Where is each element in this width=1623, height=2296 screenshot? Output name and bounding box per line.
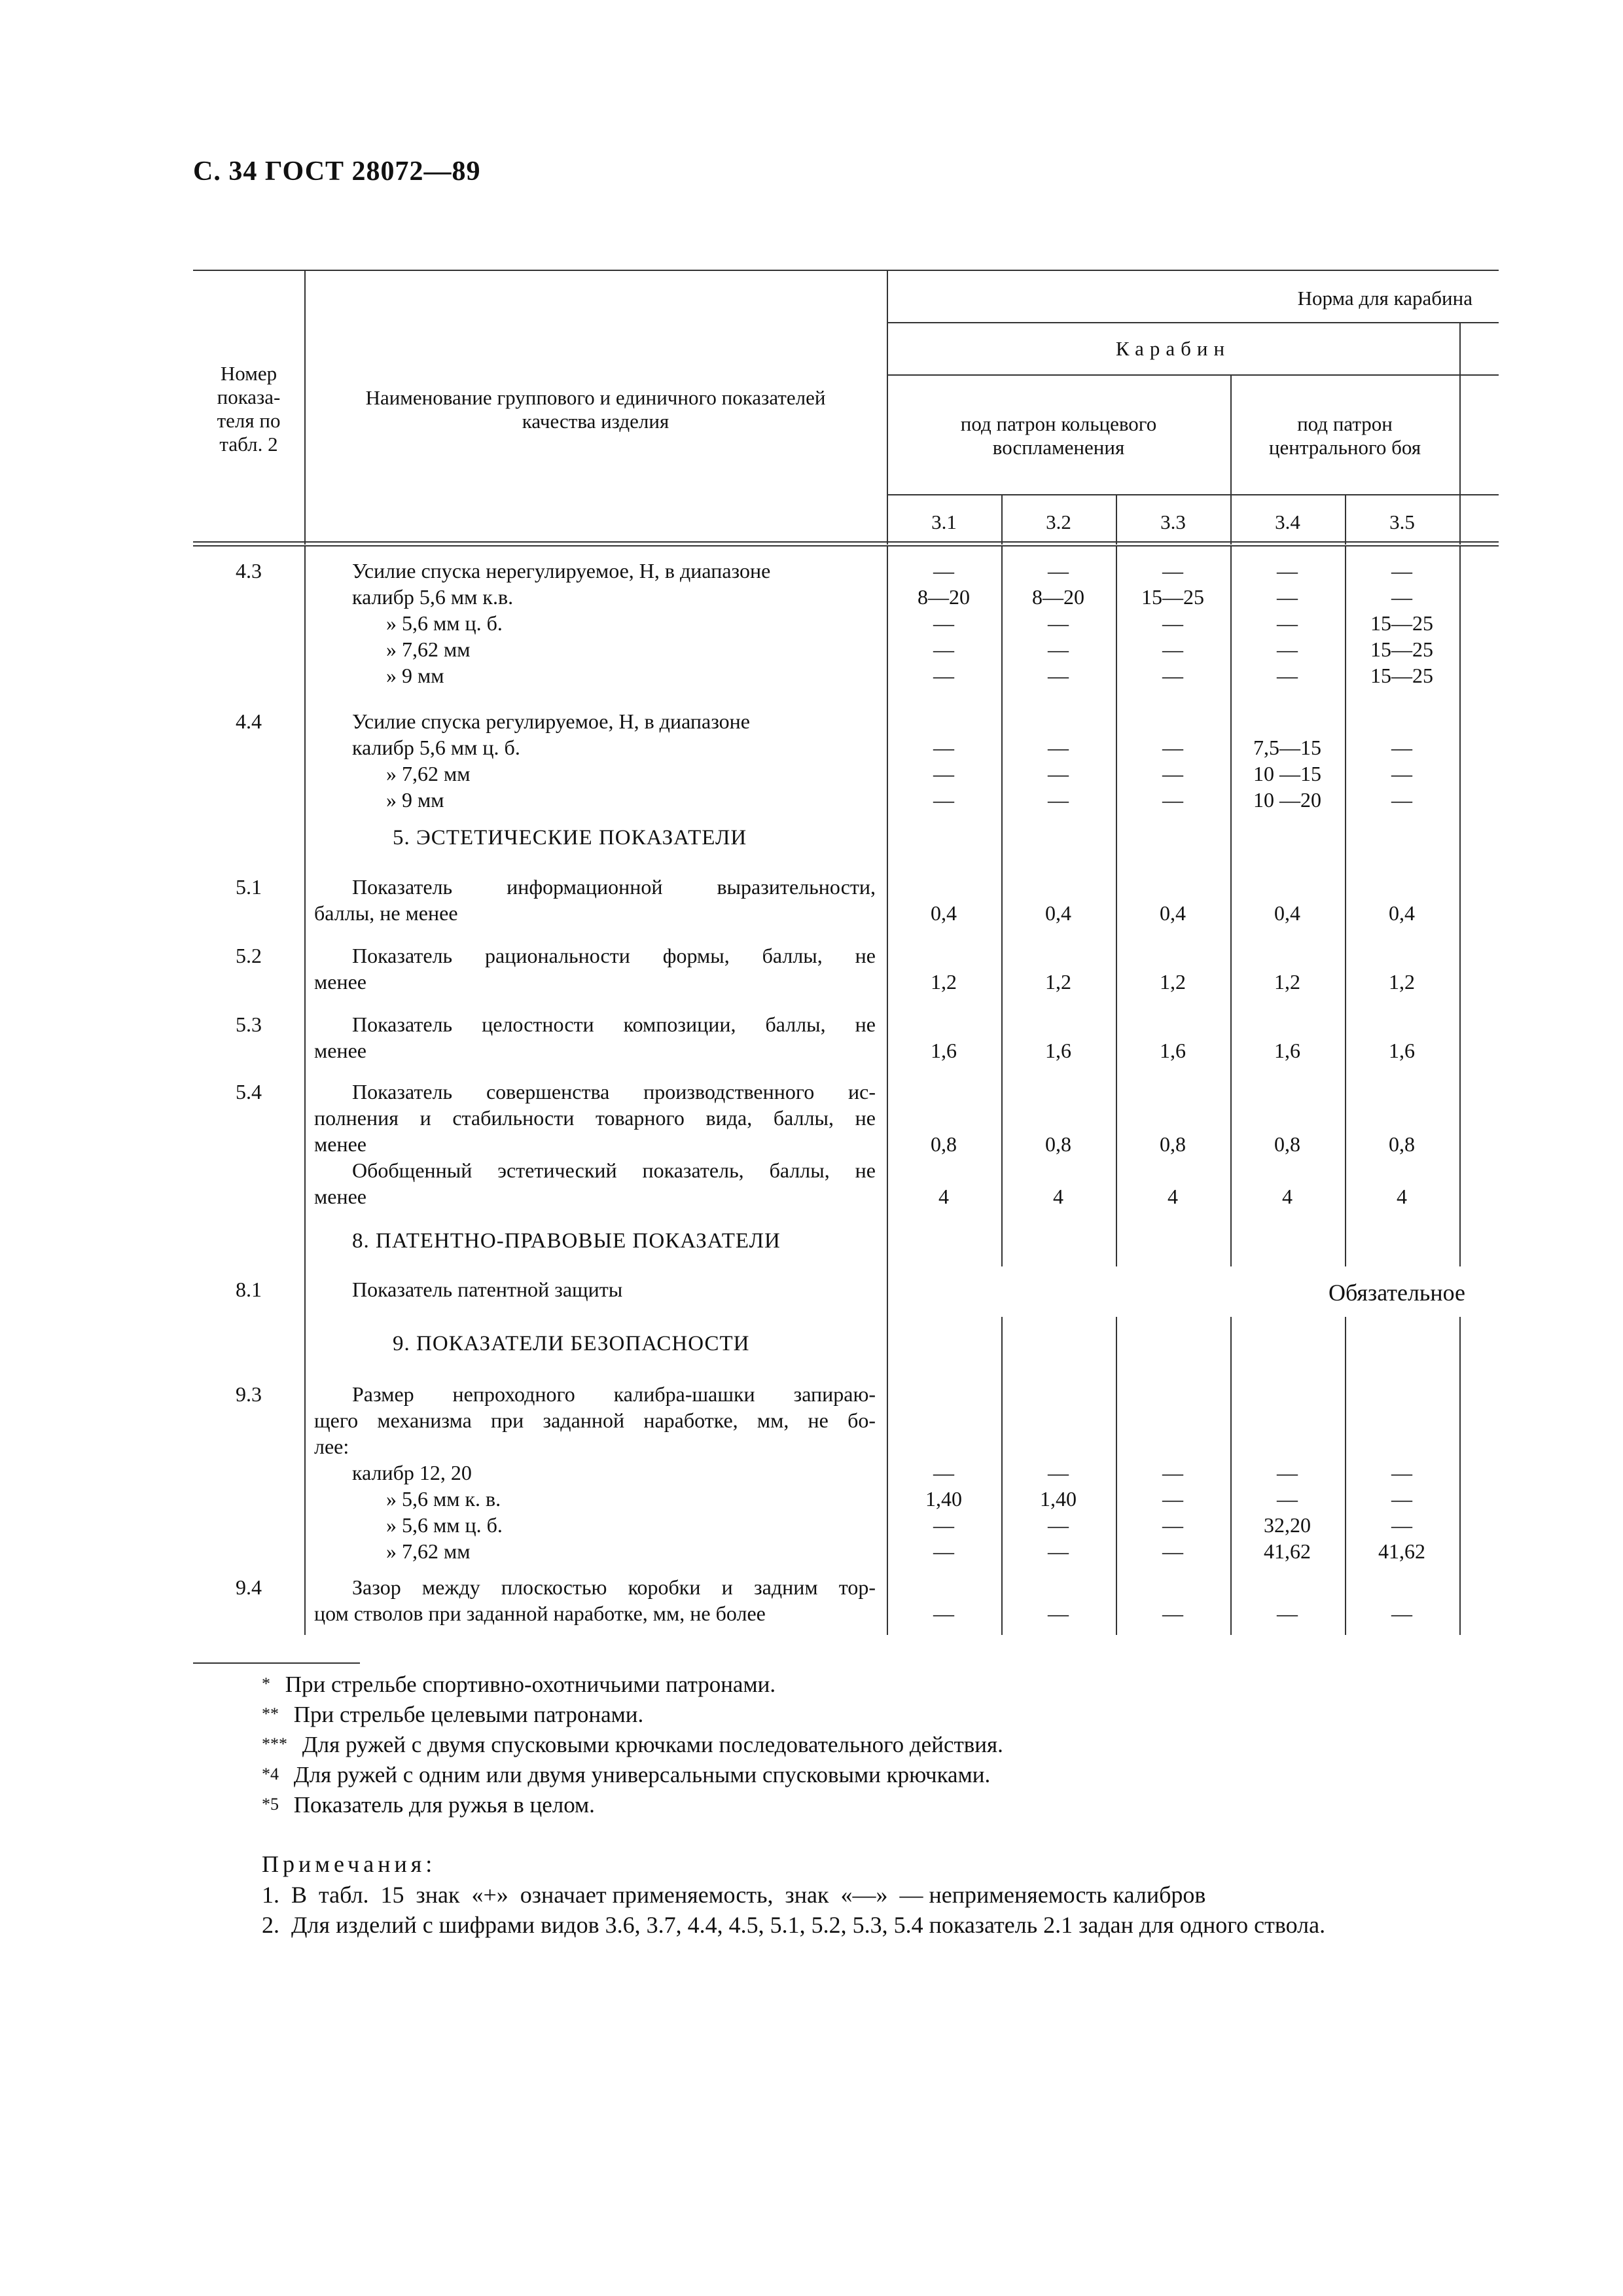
norm-value: —	[933, 611, 954, 635]
norm-value: 4	[1282, 1185, 1293, 1208]
norm-value: —	[1391, 559, 1412, 583]
norm-value: —	[1277, 1461, 1298, 1484]
col-number-header: теля по	[217, 409, 281, 432]
notes-title: Примечания:	[262, 1851, 437, 1877]
norm-value: 0,8	[1160, 1132, 1186, 1156]
norm-value: —	[1277, 1487, 1298, 1511]
norm-value: —	[1391, 585, 1412, 609]
indicator-name: Показатель информационной выразительности,	[352, 875, 876, 899]
footnote	[262, 1729, 1003, 1760]
norm-value: —	[1162, 1461, 1183, 1484]
norm-value: 0,8	[1045, 1132, 1071, 1156]
type-code: 3.3	[1160, 511, 1186, 533]
indicator-name: Усилие спуска нерегулируемое, Н, в диапазоне	[352, 559, 771, 583]
header-rule-norm	[887, 322, 1499, 323]
norm-value: —	[1277, 611, 1298, 635]
footnote-mark: *4	[262, 1765, 279, 1784]
body-divider	[304, 547, 306, 1266]
norm-value: 41,62	[1378, 1539, 1425, 1563]
norm-value: 0,4	[1160, 901, 1186, 925]
footnote-text: При стрельбе целевыми патронами.	[288, 1702, 644, 1727]
col-number-header: показа-	[217, 386, 281, 408]
norm-value: 10 —15	[1253, 762, 1321, 785]
norm-value: —	[1391, 1602, 1412, 1625]
norm-value: —	[933, 1539, 954, 1563]
header-rule-karabin	[887, 374, 1499, 376]
norm-value: 0,8	[931, 1132, 957, 1156]
col-number-header: Номер	[220, 362, 277, 385]
norm-value: 1,6	[1274, 1039, 1300, 1062]
norm-value: —	[1048, 1461, 1069, 1484]
rimfire-header: под патрон кольцевого	[960, 412, 1157, 435]
norm-value: —	[1162, 762, 1183, 785]
page-header: С. 34 ГОСТ 28072—89	[193, 156, 481, 187]
norm-value: 1,2	[1160, 970, 1186, 994]
norm-value: —	[1391, 1487, 1412, 1511]
norm-value: —	[1391, 762, 1412, 785]
norm-value: —	[1048, 736, 1069, 759]
indicator-name: цом стволов при заданной наработке, мм, не более	[314, 1602, 766, 1625]
indicator-name: менее	[314, 1132, 366, 1156]
footnote-text: Показатель для ружья в целом.	[288, 1792, 595, 1818]
norm-value: —	[933, 788, 954, 812]
indicator-number: 5.1	[236, 875, 262, 899]
section-heading: 8. ПАТЕНТНО-ПРАВОВЫЕ ПОКАЗАТЕЛИ	[352, 1229, 781, 1253]
norm-value: —	[933, 1513, 954, 1537]
norm-value: —	[1162, 611, 1183, 635]
footnote	[262, 1699, 643, 1730]
indicator-name: Показатель патентной защиты	[352, 1278, 623, 1301]
norm-value: 4	[938, 1185, 949, 1208]
norm-value: —	[1162, 664, 1183, 687]
indicator-name: » 9 мм	[386, 788, 444, 812]
norm-value: 1,2	[1274, 970, 1300, 994]
footnote-mark: ***	[262, 1734, 287, 1753]
indicator-name: калибр 12, 20	[352, 1461, 472, 1484]
col-name-header: качества изделия	[522, 410, 669, 433]
table-top-rule	[193, 270, 1499, 271]
indicator-number: 9.3	[236, 1382, 262, 1406]
indicator-name: баллы, не менее	[314, 901, 458, 925]
indicator-name: » 7,62 мм	[386, 1539, 471, 1563]
indicator-number: 9.4	[236, 1575, 262, 1599]
indicator-name: Показатель рациональности формы, баллы, не	[352, 944, 876, 967]
norm-value: 7,5—15	[1253, 736, 1321, 759]
norm-value: —	[1277, 1602, 1298, 1625]
footnote-text: Для ружей с двумя спусковыми крючками последовательного действия.	[296, 1732, 1003, 1757]
indicator-name: » 5,6 мм ц. б.	[386, 611, 503, 635]
header-bottom-rule	[193, 545, 1499, 547]
norm-value: —	[1391, 1513, 1412, 1537]
footnote-mark: *	[262, 1674, 270, 1693]
norm-value: 8—20	[1032, 585, 1084, 609]
norm-value: —	[1162, 1539, 1183, 1563]
header-divider	[1459, 322, 1461, 545]
norm-value: 1,6	[1389, 1039, 1415, 1062]
norm-value: 32,20	[1264, 1513, 1311, 1537]
norm-value: —	[933, 1461, 954, 1484]
type-code: 3.2	[1046, 511, 1071, 533]
norm-value: —	[1277, 559, 1298, 583]
norm-value: —	[1048, 788, 1069, 812]
norm-value: —	[933, 736, 954, 759]
norm-value: —	[1277, 637, 1298, 661]
norm-value: 41,62	[1264, 1539, 1311, 1563]
type-code: 3.1	[931, 511, 957, 533]
indicator-name: Зазор между плоскостью коробки и задним тор-	[352, 1575, 876, 1599]
indicator-name: лее:	[314, 1435, 349, 1458]
footnote	[262, 1789, 595, 1820]
norm-value: —	[1162, 1513, 1183, 1537]
norm-value: 15—25	[1141, 585, 1204, 609]
norm-value: —	[1048, 664, 1069, 687]
indicator-name: » 7,62 мм	[386, 637, 471, 661]
indicator-name: Размер непроходного калибра-шашки запираю-	[352, 1382, 876, 1406]
norm-value: 4	[1053, 1185, 1063, 1208]
norm-value: 1,6	[1160, 1039, 1186, 1062]
norm-value: 15—25	[1370, 664, 1433, 687]
norm-value: —	[1277, 664, 1298, 687]
indicator-number: 4.4	[236, 709, 262, 733]
norm-value: —	[1162, 736, 1183, 759]
indicator-number: 5.3	[236, 1013, 262, 1036]
indicator-name: » 9 мм	[386, 664, 444, 687]
footnote-mark: *5	[262, 1795, 279, 1814]
centerfire-header: центрального боя	[1268, 436, 1421, 459]
section-heading: 5. ЭСТЕТИЧЕСКИЕ ПОКАЗАТЕЛИ	[393, 826, 747, 850]
norm-value: —	[1048, 559, 1069, 583]
norm-value: 1,2	[1389, 970, 1415, 994]
norm-value: 0,8	[1389, 1132, 1415, 1156]
norm-value: —	[1391, 788, 1412, 812]
indicator-name: Показатель совершенства производственного ис-	[352, 1080, 876, 1103]
body-divider	[304, 1266, 306, 1317]
indicator-name: полнения и стабильности товарного вида, баллы, не	[314, 1106, 876, 1130]
norm-value: —	[1391, 1461, 1412, 1484]
indicator-name: Обобщенный эстетический показатель, баллы, не	[352, 1158, 876, 1182]
norm-value: —	[1162, 788, 1183, 812]
norm-value: —	[1048, 1513, 1069, 1537]
norm-value: —	[1048, 1602, 1069, 1625]
norm-value: —	[1162, 637, 1183, 661]
indicator-name: калибр 5,6 мм к.в.	[352, 585, 514, 609]
norm-value: 0,4	[1389, 901, 1415, 925]
centerfire-header: под патрон	[1297, 412, 1393, 435]
body-divider	[1459, 1317, 1461, 1635]
col-number-header: табл. 2	[219, 433, 278, 456]
norm-value: —	[933, 1602, 954, 1625]
norm-value: —	[933, 664, 954, 687]
note-item: 2. Для изделий с шифрами видов 3.6, 3.7, 4.4, 4.5, 5.1, 5.2, 5.3, 5.4 показатель 2.1 задан для одного ствола.	[262, 1912, 1326, 1938]
note-item: 1. В табл. 15 знак «+» означает применяемость, знак «—» — неприменяемость калибров	[262, 1882, 1206, 1908]
body-divider	[887, 1266, 888, 1317]
norm-value: 0,4	[931, 901, 957, 925]
indicator-number: 5.2	[236, 944, 262, 967]
body-divider	[304, 1317, 306, 1635]
indicator-name: менее	[314, 1185, 366, 1208]
norm-value: —	[1048, 762, 1069, 785]
norm-value: 1,40	[925, 1487, 962, 1511]
norm-value: 1,40	[1040, 1487, 1077, 1511]
norm-value: —	[1048, 1539, 1069, 1563]
norm-value: —	[1048, 611, 1069, 635]
norm-value: —	[1162, 1602, 1183, 1625]
footnote-mark: **	[262, 1704, 279, 1723]
indicator-name: менее	[314, 970, 366, 994]
footnote	[262, 1759, 990, 1790]
indicator-name: Усилие спуска регулируемое, Н, в диапазоне	[352, 709, 750, 733]
norm-value: —	[933, 637, 954, 661]
norm-value: —	[933, 762, 954, 785]
section-heading: 9. ПОКАЗАТЕЛИ БЕЗОПАСНОСТИ	[393, 1332, 750, 1355]
norm-value: 15—25	[1370, 611, 1433, 635]
indicator-name: » 5,6 мм к. в.	[386, 1487, 501, 1511]
norm-value: 1,2	[931, 970, 957, 994]
footnote	[262, 1669, 776, 1700]
norm-value: —	[933, 559, 954, 583]
norm-value: 1,2	[1045, 970, 1071, 994]
norm-value: 1,6	[931, 1039, 957, 1062]
indicator-number: 5.4	[236, 1080, 262, 1103]
indicator-number: 8.1	[236, 1278, 262, 1301]
type-code: 3.4	[1275, 511, 1300, 533]
footnote-text: Для ружей с одним или двумя универсальными спусковыми крючками.	[288, 1762, 991, 1787]
footnote-text: При стрельбе спортивно-охотничьими патронами.	[279, 1672, 776, 1697]
norm-header: Норма для карабина	[1297, 287, 1472, 310]
body-divider	[1459, 547, 1461, 1266]
indicator-name: калибр 5,6 мм ц. б.	[352, 736, 520, 759]
col-name-header: Наименование группового и единичного показателей	[365, 386, 826, 409]
indicator-name: менее	[314, 1039, 366, 1062]
norm-value: 10 —20	[1253, 788, 1321, 812]
norm-value: —	[1162, 1487, 1183, 1511]
norm-value: 4	[1168, 1185, 1178, 1208]
norm-value: 4	[1397, 1185, 1407, 1208]
indicator-name: » 5,6 мм ц. б.	[386, 1513, 503, 1537]
norm-value: —	[1048, 637, 1069, 661]
indicator-name: » 7,62 мм	[386, 762, 471, 785]
norm-value: 0,4	[1045, 901, 1071, 925]
norm-value: 8—20	[918, 585, 970, 609]
norm-value: 0,4	[1274, 901, 1300, 925]
indicator-name: Показатель целостности композиции, баллы, не	[352, 1013, 876, 1036]
header-rule-codes	[887, 494, 1499, 495]
header-divider	[887, 270, 888, 545]
karabin-header: Карабин	[1115, 337, 1231, 360]
rimfire-header: воспламенения	[992, 436, 1125, 459]
norm-value: 1,6	[1045, 1039, 1071, 1062]
norm-value: —	[1391, 736, 1412, 759]
header-bottom-rule	[193, 541, 1499, 543]
norm-value: —	[1162, 559, 1183, 583]
norm-value: 0,8	[1274, 1132, 1300, 1156]
type-code: 3.5	[1389, 511, 1415, 533]
footnote-separator	[193, 1662, 360, 1664]
indicator-name: щего механизма при заданной наработке, мм, не бо-	[314, 1408, 876, 1432]
norm-value: —	[1277, 585, 1298, 609]
norm-value: 15—25	[1370, 637, 1433, 661]
indicator-number: 4.3	[236, 559, 262, 583]
header-divider	[304, 270, 306, 545]
norm-value-mandatory: Обязательное	[1329, 1280, 1466, 1306]
